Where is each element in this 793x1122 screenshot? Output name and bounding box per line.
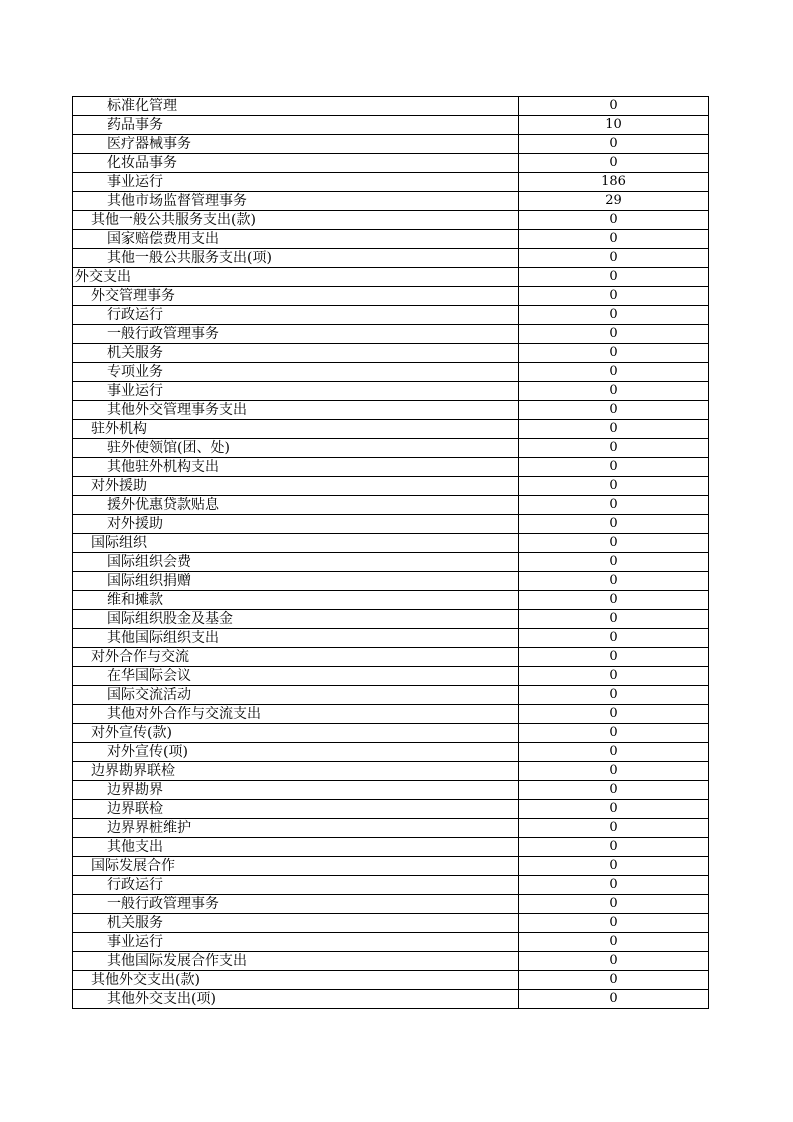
row-item-name: 国际组织捐赠 [73, 572, 519, 591]
row-item-value: 186 [519, 173, 709, 192]
table-row [73, 382, 709, 401]
table-row [73, 515, 709, 534]
row-item-value: 0 [519, 420, 709, 439]
row-item-name: 外交管理事务 [73, 287, 519, 306]
table-row [73, 800, 709, 819]
row-item-value: 10 [519, 116, 709, 135]
row-item-name: 边界勘界联检 [73, 762, 519, 781]
row-item-name: 驻外使领馆(团、处) [73, 439, 519, 458]
row-item-value: 0 [519, 211, 709, 230]
row-item-name: 国际发展合作 [73, 857, 519, 876]
row-item-value: 0 [519, 268, 709, 287]
table-row [73, 629, 709, 648]
row-item-name: 标准化管理 [73, 97, 519, 116]
table-row [73, 762, 709, 781]
table-row [73, 971, 709, 990]
row-item-name: 边界联检 [73, 800, 519, 819]
table-row [73, 401, 709, 420]
row-item-value: 0 [519, 971, 709, 990]
row-item-value: 0 [519, 249, 709, 268]
row-item-value: 0 [519, 819, 709, 838]
row-item-value: 0 [519, 895, 709, 914]
table-row [73, 895, 709, 914]
row-item-value: 0 [519, 135, 709, 154]
row-item-name: 驻外机构 [73, 420, 519, 439]
row-item-name: 国际组织会费 [73, 553, 519, 572]
row-item-value: 0 [519, 990, 709, 1009]
row-item-name: 一般行政管理事务 [73, 895, 519, 914]
row-item-value: 0 [519, 952, 709, 971]
table-row [73, 952, 709, 971]
row-item-value: 0 [519, 914, 709, 933]
table-row [73, 610, 709, 629]
row-item-value: 0 [519, 724, 709, 743]
row-item-name: 专项业务 [73, 363, 519, 382]
table-row [73, 249, 709, 268]
row-item-value: 0 [519, 496, 709, 515]
table-row [73, 686, 709, 705]
row-item-value: 0 [519, 743, 709, 762]
table-row [73, 591, 709, 610]
row-item-value: 0 [519, 515, 709, 534]
table-row [73, 876, 709, 895]
row-item-value: 0 [519, 97, 709, 116]
row-item-value: 0 [519, 686, 709, 705]
row-item-name: 机关服务 [73, 914, 519, 933]
row-item-name: 事业运行 [73, 173, 519, 192]
table-row [73, 914, 709, 933]
table-row [73, 287, 709, 306]
row-item-name: 其他国际组织支出 [73, 629, 519, 648]
row-item-name: 其他支出 [73, 838, 519, 857]
row-item-value: 0 [519, 838, 709, 857]
row-item-name: 其他一般公共服务支出(款) [73, 211, 519, 230]
row-item-value: 0 [519, 933, 709, 952]
row-item-value: 0 [519, 306, 709, 325]
row-item-value: 0 [519, 648, 709, 667]
table-row [73, 857, 709, 876]
row-item-name: 国际组织 [73, 534, 519, 553]
row-item-value: 29 [519, 192, 709, 211]
row-item-name: 事业运行 [73, 382, 519, 401]
table-row [73, 819, 709, 838]
row-item-value: 0 [519, 553, 709, 572]
row-item-name: 行政运行 [73, 306, 519, 325]
row-item-value: 0 [519, 287, 709, 306]
table-row [73, 116, 709, 135]
row-item-value: 0 [519, 439, 709, 458]
row-item-name: 边界界桩维护 [73, 819, 519, 838]
table-row [73, 743, 709, 762]
table-row [73, 534, 709, 553]
row-item-value: 0 [519, 857, 709, 876]
row-item-name: 一般行政管理事务 [73, 325, 519, 344]
row-item-name: 其他一般公共服务支出(项) [73, 249, 519, 268]
table-row [73, 344, 709, 363]
row-item-value: 0 [519, 401, 709, 420]
table-row [73, 325, 709, 344]
table-row [73, 648, 709, 667]
row-item-name: 其他外交支出(款) [73, 971, 519, 990]
row-item-name: 对外援助 [73, 515, 519, 534]
row-item-name: 维和摊款 [73, 591, 519, 610]
row-item-name: 事业运行 [73, 933, 519, 952]
row-item-value: 0 [519, 230, 709, 249]
row-item-value: 0 [519, 629, 709, 648]
row-item-name: 医疗器械事务 [73, 135, 519, 154]
table-row [73, 838, 709, 857]
row-item-name: 对外援助 [73, 477, 519, 496]
table-row [73, 553, 709, 572]
row-item-name: 行政运行 [73, 876, 519, 895]
row-item-name: 其他外交支出(项) [73, 990, 519, 1009]
row-item-name: 其他驻外机构支出 [73, 458, 519, 477]
row-item-value: 0 [519, 363, 709, 382]
table-row [73, 933, 709, 952]
row-item-name: 对外合作与交流 [73, 648, 519, 667]
table-row [73, 724, 709, 743]
table-row [73, 667, 709, 686]
table-body [73, 97, 709, 1009]
row-item-value: 0 [519, 534, 709, 553]
table-row [73, 496, 709, 515]
table-row [73, 135, 709, 154]
row-item-value: 0 [519, 344, 709, 363]
row-item-name: 其他市场监督管理事务 [73, 192, 519, 211]
row-item-value: 0 [519, 876, 709, 895]
row-item-name: 外交支出 [73, 268, 519, 287]
expenditure-table [72, 96, 709, 1009]
table-row [73, 363, 709, 382]
row-item-name: 在华国际会议 [73, 667, 519, 686]
table-row [73, 230, 709, 249]
table-row [73, 420, 709, 439]
row-item-value: 0 [519, 154, 709, 173]
table-row [73, 154, 709, 173]
row-item-value: 0 [519, 325, 709, 344]
row-item-value: 0 [519, 762, 709, 781]
row-item-name: 药品事务 [73, 116, 519, 135]
row-item-name: 边界勘界 [73, 781, 519, 800]
row-item-value: 0 [519, 705, 709, 724]
table-row [73, 439, 709, 458]
table-row [73, 458, 709, 477]
row-item-name: 机关服务 [73, 344, 519, 363]
row-item-name: 其他外交管理事务支出 [73, 401, 519, 420]
table-row [73, 990, 709, 1009]
table-row [73, 477, 709, 496]
row-item-value: 0 [519, 382, 709, 401]
row-item-value: 0 [519, 800, 709, 819]
row-item-value: 0 [519, 591, 709, 610]
row-item-value: 0 [519, 610, 709, 629]
row-item-value: 0 [519, 477, 709, 496]
table-row [73, 572, 709, 591]
row-item-name: 其他国际发展合作支出 [73, 952, 519, 971]
table-row [73, 192, 709, 211]
table-row [73, 173, 709, 192]
row-item-name: 其他对外合作与交流支出 [73, 705, 519, 724]
table-row [73, 705, 709, 724]
table-row [73, 306, 709, 325]
table-row [73, 268, 709, 287]
row-item-name: 国际交流活动 [73, 686, 519, 705]
row-item-value: 0 [519, 572, 709, 591]
table-row [73, 781, 709, 800]
table-row [73, 97, 709, 116]
row-item-name: 国际组织股金及基金 [73, 610, 519, 629]
row-item-value: 0 [519, 458, 709, 477]
row-item-name: 化妆品事务 [73, 154, 519, 173]
table-row [73, 211, 709, 230]
row-item-name: 对外宣传(款) [73, 724, 519, 743]
row-item-name: 援外优惠贷款贴息 [73, 496, 519, 515]
row-item-value: 0 [519, 781, 709, 800]
row-item-name: 对外宣传(项) [73, 743, 519, 762]
row-item-value: 0 [519, 667, 709, 686]
row-item-name: 国家赔偿费用支出 [73, 230, 519, 249]
